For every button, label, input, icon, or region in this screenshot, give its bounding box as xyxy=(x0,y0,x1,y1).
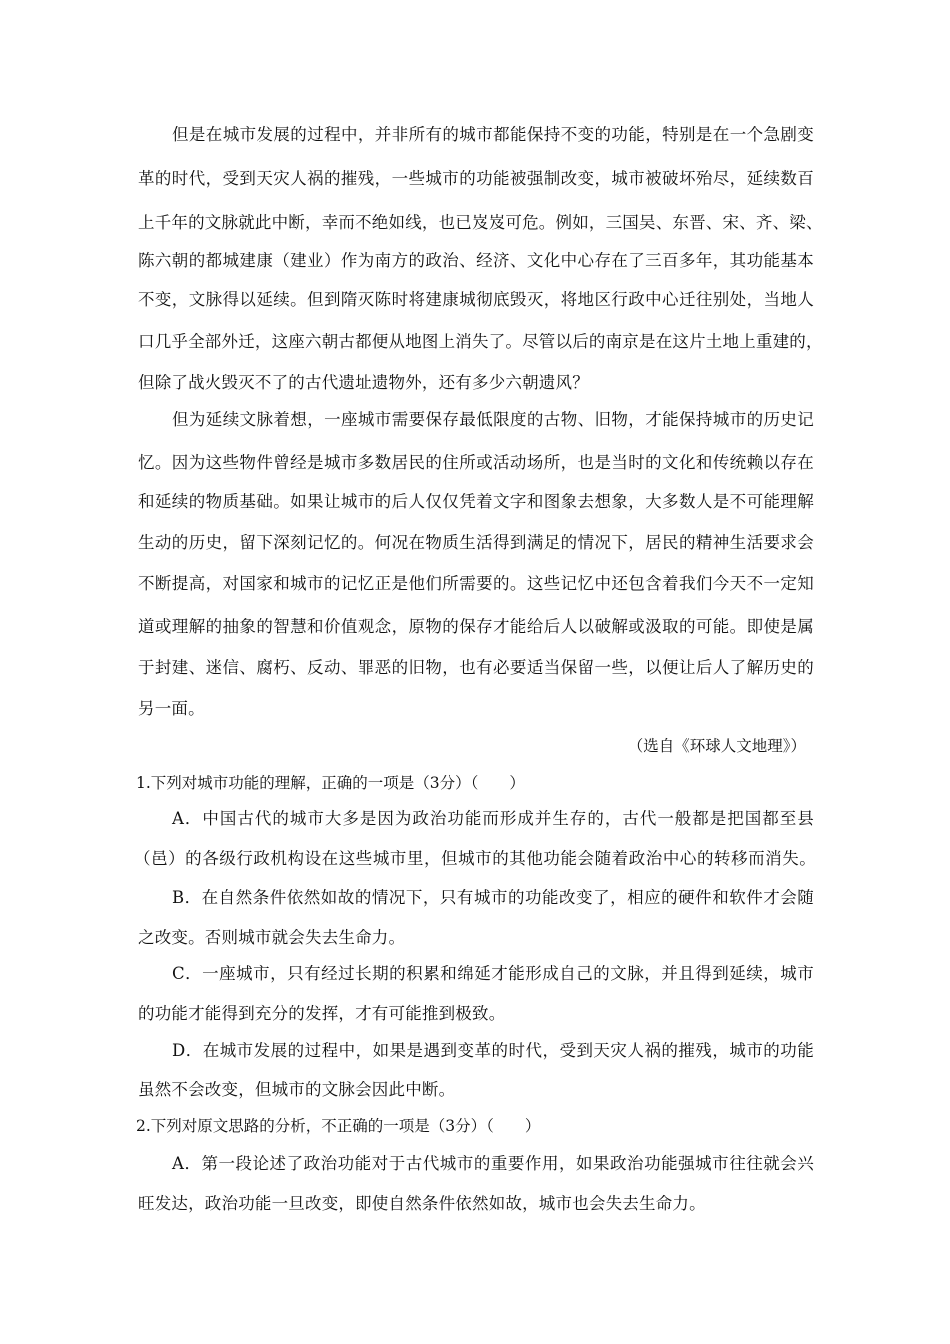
text-line: 和延续的物质基础。如果让城市的后人仅仅凭着文字和图象去想象，大多数人是不可能理解 xyxy=(138,492,814,511)
option-a: A．第一段论述了政治功能对于古代城市的重要作用，如果政治功能强城市往往就会兴 xyxy=(172,1154,815,1173)
text-line: 忆。因为这些物件曾经是城市多数居民的住所或活动场所，也是当时的文化和传统赖以存在 xyxy=(138,453,814,472)
text-line: 陈六朝的都城建康（建业）作为南方的政治、经济、文化中心存在了三百多年，其功能基本 xyxy=(138,251,814,270)
text-line: 但为延续文脉着想，一座城市需要保存最低限度的古物、旧物，才能保持城市的历史记 xyxy=(172,410,814,429)
text-line: 生动的历史，留下深刻记忆的。何况在物质生活得到满足的情况下，居民的精神生活要求会 xyxy=(138,533,814,552)
text-line: 不断提高，对国家和城市的记忆正是他们所需要的。这些记忆中还包含着我们今天不一定知 xyxy=(138,574,814,593)
option-a-cont: 旺发达，政治功能一旦改变，即使自然条件依然如故，城市也会失去生命力。 xyxy=(138,1194,706,1213)
option-d-cont: 虽然不会改变，但城市的文脉会因此中断。 xyxy=(138,1080,456,1099)
source-citation: （选自《环球人文地理》） xyxy=(627,737,806,755)
option-c-cont: 的功能才能得到充分的发挥，才有可能推到极致。 xyxy=(138,1004,506,1023)
text-line: 另一面。 xyxy=(138,699,205,718)
option-c: C．一座城市，只有经过长期的积累和绵延才能形成自己的文脉，并且得到延续，城市 xyxy=(172,964,814,983)
question-stem: 1.下列对城市功能的理解，正确的一项是（3分）（ ） xyxy=(136,774,525,792)
option-d: D．在城市发展的过程中，如果是遇到变革的时代，受到天灾人祸的摧残，城市的功能 xyxy=(172,1041,814,1060)
text-line: 于封建、迷信、腐朽、反动、罪恶的旧物，也有必要适当保留一些，以便让后人了解历史的 xyxy=(138,658,814,677)
text-line: 但除了战火毁灭不了的古代遗址遗物外，还有多少六朝遗风？ xyxy=(138,373,589,392)
text-line: 上千年的文脉就此中断，幸而不绝如线，也已岌岌可危。例如，三国吴、东晋、宋、齐、梁、 xyxy=(138,213,823,232)
option-a: A．中国古代的城市大多是因为政治功能而形成并生存的，古代一般都是把国都至县 xyxy=(172,809,814,828)
question-stem: 2.下列对原文思路的分析，不正确的一项是（3分）（ ） xyxy=(136,1117,541,1135)
text-line: 革的时代，受到天灾人祸的摧残，一些城市的功能被强制改变，城市被破坏殆尽，延续数百 xyxy=(138,169,814,188)
option-b-cont: 之改变。否则城市就会失去生命力。 xyxy=(138,928,406,947)
option-a-cont: （邑）的各级行政机构设在这些城市里，但城市的其他功能会随着政治中心的转移而消失。 xyxy=(134,849,816,868)
text-line: 口几乎全部外迁，这座六朝古都便从地图上消失了。尽管以后的南京是在这片土地上重建的， xyxy=(138,332,823,351)
text-line: 但是在城市发展的过程中，并非所有的城市都能保持不变的功能，特别是在一个急剧变 xyxy=(172,125,814,144)
text-line: 不变，文脉得以延续。但到隋灭陈时将建康城彻底毁灭，将地区行政中心迁往别处，当地人 xyxy=(138,290,814,309)
option-b: B．在自然条件依然如故的情况下，只有城市的功能改变了，相应的硬件和软件才会随 xyxy=(172,888,814,907)
text-line: 道或理解的抽象的智慧和价值观念，原物的保存才能给后人以破解或汲取的可能。即使是属 xyxy=(138,617,814,636)
